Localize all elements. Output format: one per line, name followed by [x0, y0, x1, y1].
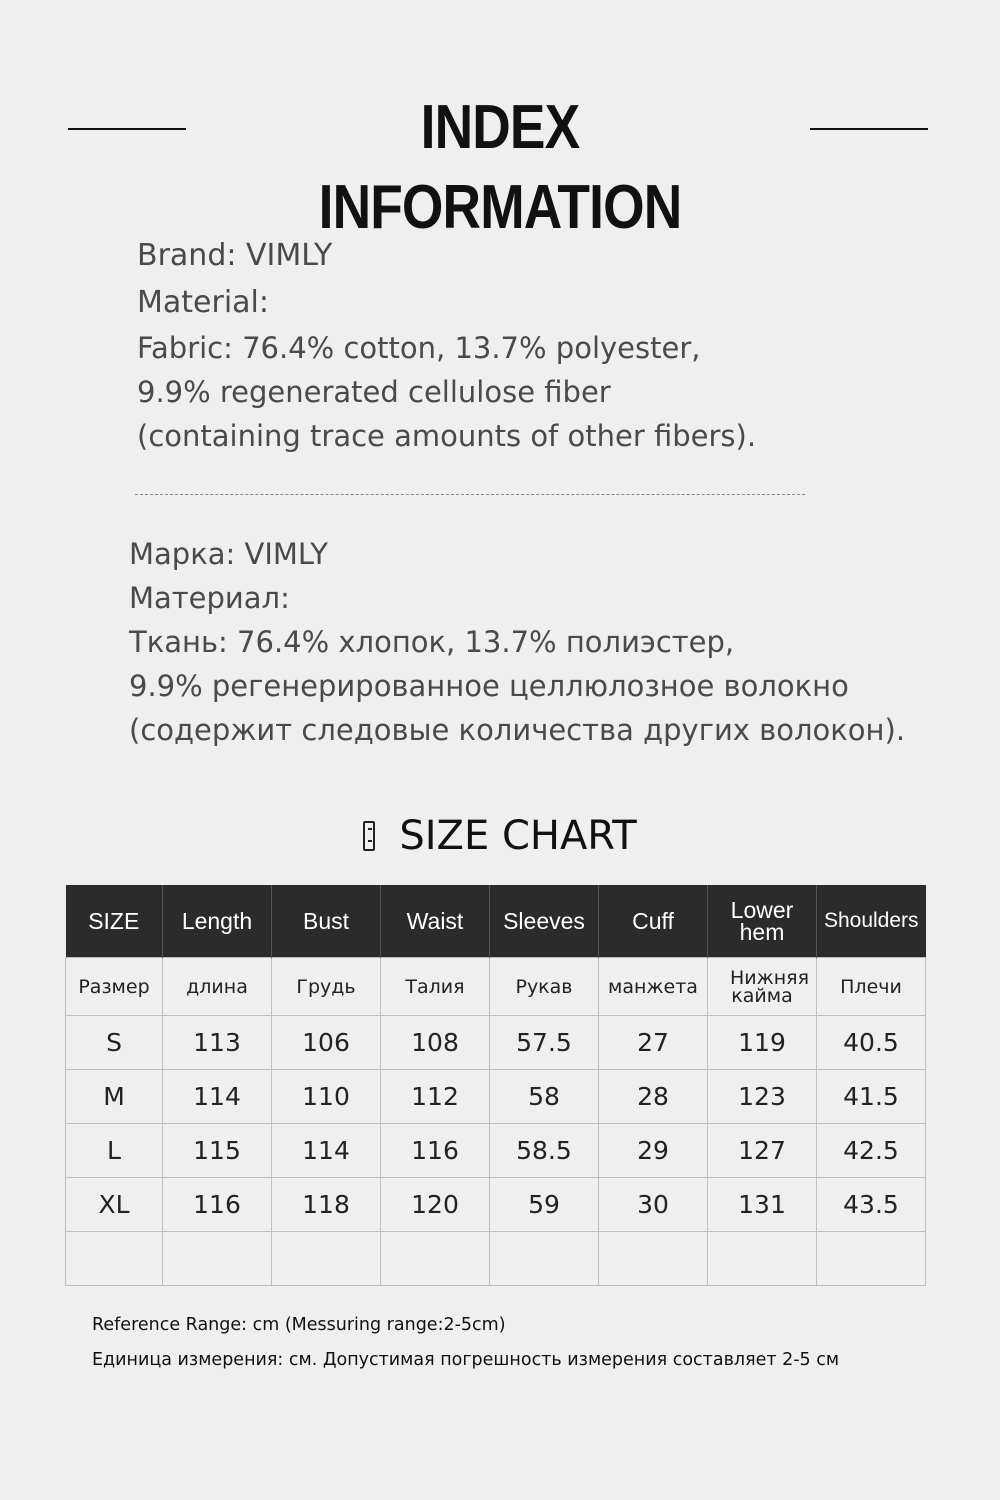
reference-range-note-ru: Единица измерения: см. Допустимая погрешность измерения составляет 2-5 см [92, 1350, 840, 1370]
cell-length: 115 [163, 1124, 272, 1178]
cell-sleeves: 57.5 [490, 1016, 599, 1070]
fabric-line-ru-2: 9.9% регенерированное целлюлозное волокно [129, 669, 849, 703]
fabric-line-ru-1: Ткань: 76.4% хлопок, 13.7% полиэстер, [129, 625, 735, 659]
size-chart-title: SIZE CHART [399, 813, 637, 859]
table-row-empty [66, 1232, 926, 1286]
header-ru-sleeves: Рукав [490, 958, 599, 1016]
cell-waist: 116 [381, 1124, 490, 1178]
header-ru-waist: Талия [381, 958, 490, 1016]
cell-bust: 110 [272, 1070, 381, 1124]
header-shoulders: Shoulders [817, 885, 926, 958]
table-header-row [66, 885, 926, 958]
cell-shoulders: 43.5 [817, 1178, 926, 1232]
cell-length: 116 [163, 1178, 272, 1232]
header-ru-lower-hem: Нижняя кайма [708, 958, 817, 1016]
cell-lower-hem: 131 [708, 1178, 817, 1232]
product-info-russian [129, 532, 989, 752]
header-length: Length [163, 885, 272, 958]
table-row-russian-headers [66, 958, 926, 1016]
table-row [66, 1070, 926, 1124]
cell-sleeves: 58 [490, 1070, 599, 1124]
brand-line: Brand: VIMLY [137, 238, 333, 273]
table-row [66, 1178, 926, 1232]
cell-cuff: 28 [599, 1070, 708, 1124]
header-sleeves: Sleeves [490, 885, 599, 958]
header-ru-size: Размер [66, 958, 163, 1016]
header-size: SIZE [66, 885, 163, 958]
cell-bust: 114 [272, 1124, 381, 1178]
material-label: Material: [137, 285, 269, 320]
cell-length: 113 [163, 1016, 272, 1070]
header-ru-shoulders: Плечи [817, 958, 926, 1016]
size-chart-heading [0, 808, 1000, 864]
cell-size: M [66, 1070, 163, 1124]
cell-size: S [66, 1016, 163, 1070]
cell-waist: 120 [381, 1178, 490, 1232]
cell-shoulders: 42.5 [817, 1124, 926, 1178]
cell-lower-hem: 119 [708, 1016, 817, 1070]
header-cuff: Cuff [599, 885, 708, 958]
cell-shoulders: 40.5 [817, 1016, 926, 1070]
cell-bust: 118 [272, 1178, 381, 1232]
cell-length: 114 [163, 1070, 272, 1124]
cell-lower-hem: 123 [708, 1070, 817, 1124]
cell-cuff: 27 [599, 1016, 708, 1070]
product-info-english [137, 232, 897, 458]
fabric-line-3: (containing trace amounts of other fibers). [137, 419, 757, 453]
section-divider [135, 494, 805, 495]
cell-cuff: 30 [599, 1178, 708, 1232]
table-row [66, 1016, 926, 1070]
header [0, 88, 1000, 242]
ruler-icon [363, 821, 375, 851]
fabric-line-ru-3: (содержит следовые количества других волокон). [129, 713, 906, 747]
page-title: INDEX INFORMATION [318, 93, 682, 242]
reference-range-note: Reference Range: cm (Messuring range:2-5cm) [92, 1315, 506, 1335]
cell-lower-hem: 127 [708, 1124, 817, 1178]
cell-shoulders: 41.5 [817, 1070, 926, 1124]
size-table [65, 885, 926, 1286]
cell-sleeves: 58.5 [490, 1124, 599, 1178]
header-rule-right [810, 128, 928, 130]
brand-line-ru: Марка: VIMLY [129, 537, 328, 571]
header-bust: Bust [272, 885, 381, 958]
material-label-ru: Материал: [129, 581, 290, 615]
fabric-line-2: 9.9% regenerated cellulose fiber [137, 375, 611, 409]
header-ru-bust: Грудь [272, 958, 381, 1016]
header-ru-length: длина [163, 958, 272, 1016]
table-row [66, 1124, 926, 1178]
header-ru-cuff: манжета [599, 958, 708, 1016]
cell-bust: 106 [272, 1016, 381, 1070]
header-waist: Waist [381, 885, 490, 958]
fabric-line-1: Fabric: 76.4% cotton, 13.7% polyester, [137, 331, 701, 365]
cell-sleeves: 59 [490, 1178, 599, 1232]
header-lower-hem: Lower hem [708, 885, 817, 958]
cell-waist: 108 [381, 1016, 490, 1070]
cell-size: XL [66, 1178, 163, 1232]
cell-size: L [66, 1124, 163, 1178]
header-rule-left [68, 128, 186, 130]
cell-waist: 112 [381, 1070, 490, 1124]
cell-cuff: 29 [599, 1124, 708, 1178]
